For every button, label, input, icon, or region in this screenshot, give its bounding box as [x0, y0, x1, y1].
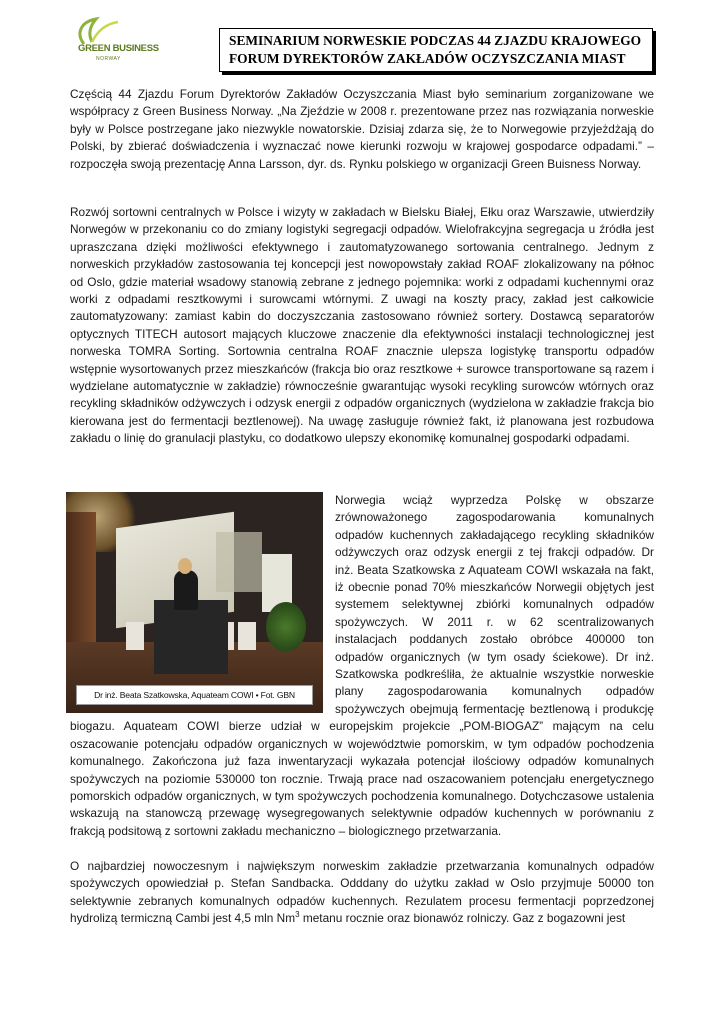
paragraph-oslo-plant: O najbardziej nowoczesnym i największym norweskim zakładzie przetwarzania komunalnych odpadów spożywczych opowiedział p. Stefan Sandbacka. Odddany do użytku zakład w Oslo przyjmuje 50000 ton selektywnie zebranych komunalnych odpadów kuchennych. Rezulatem procesu fermentacji poprzedzonej hydrolizą termiczną Cambi jest 4,5 mln Nm$^3$ metanu rocznie oraz bionawóz rolniczy. Gaz z bogazowni jest — [70, 859, 654, 926]
photo-text-section — [70, 492, 654, 840]
page-title-line-1: SEMINARIUM NORWESKIE PODCZAS 44 ZJAZDU KRAJOWEGO — [229, 33, 642, 48]
logo-text: GREEN BUSINESS — [78, 43, 159, 54]
paragraph-norway-food-waste: Norwegia wciąż wyprzedza Polskę w obszarze zrównoważonego zagospodarowania komunalnych odpadów kuchennych zakładającego recykling składników odżywczych oraz odzysk energii z tej frakcji odpadów. Dr inż. Beata Szatkowska z Aquateam COWI wskazała na fakt, iż obecnie ponad 70% mieszkańców Norwegii objętych jest systemem selektywnej zbiórki komunalnych odpadów spożywczych. W 2011 r. w 62 scentralizowanych instalacjach poddanych zostało obróbce 400000 ton odpadów organicznych (w tym osady ściekowe). Dr inż. Szatkowska podkreśliła, że aktualnie wszystkie norweskie plany zagospodarowania komunalnych odpadów spożywczych obejmują fermentację beztlenową i produkcję biogazu. Aquateam COWI bierze udział w europejskim projekcie „POM-BIOGAZ” mającym na celu oszacowanie potencjału odpadów organicznych w województwie pomorskim, w tym odpadów pochodzenia komunalnego. Zakończona już faza inwentaryzacji wykazała potencjał ilościowy odpadów komunalnych spożywczych na poziomie 530000 ton rocznie. Trwają prace nad oszacowaniem potencjału energetycznego pomorskich odpadów organicznych, w tym spożywczych pochodzenia komunalnego. Dotychczasowe ustalenia wskazują na stanowczą przewagę wysegregowanych selektywnie odpadów kuchennych w porównaniu z frakcją podsitową z sortowni zakładu mechaniczno – biologicznego przetwarzania. — [70, 493, 654, 838]
leaf-swoosh-icon — [66, 16, 156, 46]
green-business-norway-logo — [66, 16, 159, 74]
logo-subtext: NORWAY — [96, 56, 121, 62]
paragraph-roaf: Rozwój sortowni centralnych w Polsce i wizyty w zakładach w Bielsku Białej, Ełku oraz Warszawie, utwierdziły Norwegów w przekonaniu co do zmiany logistyki segregacji odpadów. Wielofrakcyjna segregacja u źródła jest upraszczana dzięki możliwości efektywnego i zautomatyzowanego sortowania centralnego. Jednym z norweskich przykładów zastosowania tej koncepcji jest nowopowstały zakład ROAF zlokalizowany na północ od Oslo, gdzie materiał wsadowy stanowią zebrane z jednego pojemnika: worki z odpadami kuchennymi oraz worki z odpadami resztkowymi i surowcami wtórnymi. Z uwagi na koszty pracy, zakład jest całkowicie zautomatyzowany: zamiast kabin do doczyszczania zastosowano również sortery. Dostawcą separatorów optycznych TITECH autosort mających kluczowe znaczenie dla efektywności instalacji technologicznej jest norweska TOMRA Sorting. Sortownia centralna ROAF znacznie ulepsza logistykę transportu odpadów wstępnie wysortowanych przez mieszkańców (frakcja bio oraz resztkowe + surowce transportowane są razem i wydzielane automatycznie w zakładzie) równocześnie gwarantując wysoki recykling surowców wtórnych oraz recykling składników odżywczych i odzysk energii z odpadów organicznych (wydzielona w zakładzie frakcja bio kierowana jest do fermentacji beztlenowej). Na uwagę zasługuje również fakt, iż planowana jest rozbudowa zakładu o linię do granulacji plastyku, co dodatkowo ulepszy ekonomikę komunalnej gospodarki odpadami. — [70, 205, 654, 446]
page-title-box — [219, 28, 653, 72]
speaker-photo — [66, 492, 323, 713]
photo-caption: Dr inż. Beata Szatkowska, Aquateam COWI • Fot. GBN — [76, 685, 313, 705]
page-title-line-2: FORUM DYREKTORÓW ZAKŁADÓW OCZYSZCZANIA MIAST — [229, 51, 626, 66]
paragraph-intro: Częścią 44 Zjazdu Forum Dyrektorów Zakładów Oczyszczania Miast było seminarium zorganizowane we współpracy z Green Business Norway. „Na Zjeździe w 2008 r. prezentowane przez nas rozwiązania norweskie były w Polsce postrzegane jako niezwykle nowatorskie. Dzisiaj zdarza się, że to Norwegowie przyjeżdżają do Polski, by zbierać doświadczenia i wyznaczać nowe kierunki rozwoju w krajowej gospodarce odpadami.” – rozpoczęła swoją prezentację Anna Larsson, dyr. ds. Rynku polskiego w organizacji Green Buisness Norway. — [70, 87, 654, 171]
